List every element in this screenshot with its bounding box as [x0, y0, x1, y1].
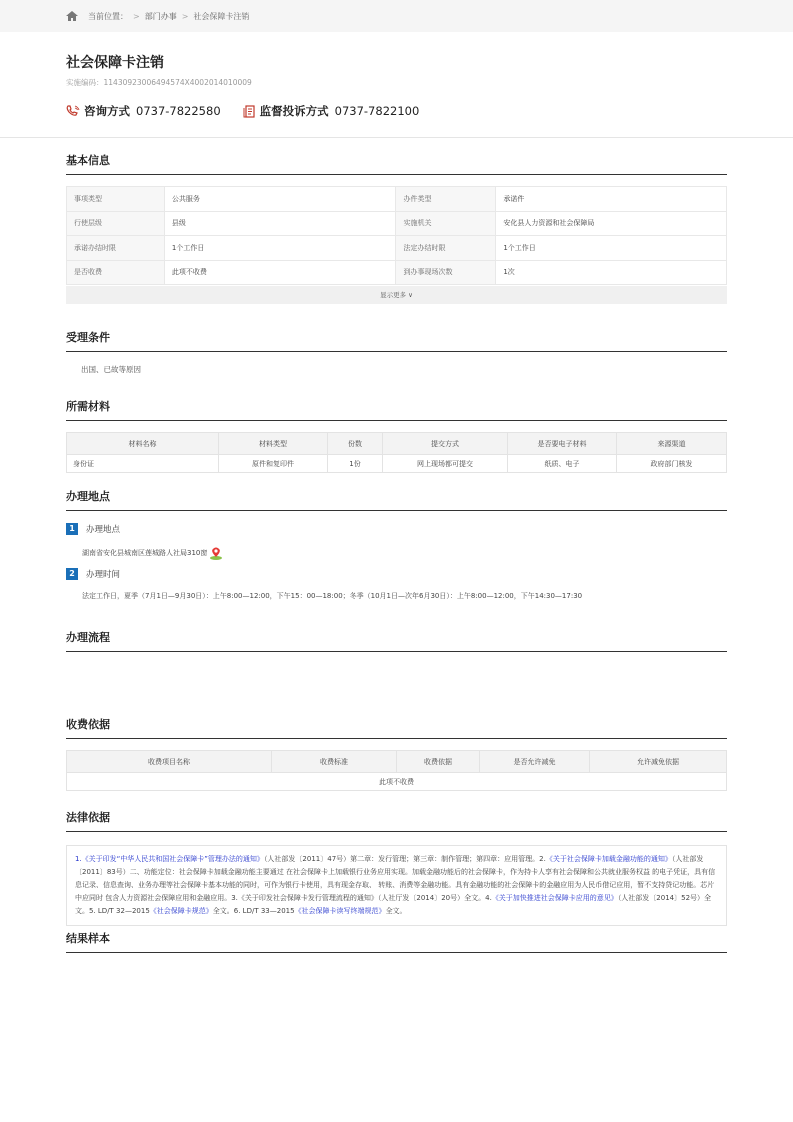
consult-label: 咨询方式 [84, 104, 130, 118]
breadcrumb [0, 0, 793, 32]
breadcrumb-current: 社会保障卡注销 [193, 11, 250, 21]
column-header: 提交方式 [383, 433, 508, 455]
time-subtitle: 办理时间 [86, 570, 121, 580]
law-text: （人社部发〔2014〕52号）全文。5. LD/T 32—2015 [75, 894, 712, 915]
column-header: 允许减免依据 [590, 751, 727, 773]
field-value: 此项不收费 [164, 260, 396, 285]
section-title: 所需材料 [66, 398, 727, 421]
phone-icon [66, 105, 80, 117]
section-title: 法律依据 [66, 809, 727, 832]
table-cell: 1份 [328, 455, 383, 473]
law-text: 全文。6. LD/T 33—2015 [212, 907, 295, 915]
field-value: 1个工作日 [496, 236, 727, 261]
map-pin-icon[interactable] [209, 546, 223, 560]
breadcrumb-separator: > [133, 11, 140, 21]
table-row [67, 260, 727, 285]
table-row [67, 455, 727, 473]
conditions-text: 出国、已故等原因 [81, 365, 141, 374]
table-row [67, 211, 727, 236]
fees-table [66, 750, 727, 791]
office-hours-text: 法定工作日，夏季（7月1日—9月30日）：上午8:00—12:00，下午15：00—18:00；冬季（10月1日—次年6月30日）：上午8:00—12:00，下午14:30—17:30 [82, 592, 583, 600]
law-text: 全文。 [385, 907, 407, 915]
field-value: 1个工作日 [164, 236, 396, 261]
field-value: 1次 [496, 260, 727, 285]
page-title: 社会保障卡注销 [66, 55, 164, 71]
location-subheading [66, 523, 727, 535]
implementation-code: 实施编码：11430923006494574X4002014010009 [66, 78, 252, 87]
step-number: 1 [66, 523, 78, 535]
materials-section [66, 398, 727, 473]
section-title: 办理地点 [66, 488, 727, 511]
table-cell: 政府部门核发 [617, 455, 727, 473]
table-cell: 原件和复印件 [219, 455, 328, 473]
section-title: 基本信息 [66, 152, 727, 175]
column-header: 收费标准 [272, 751, 397, 773]
complaint-phone: 0737-7822100 [334, 104, 420, 118]
law-link[interactable]: 《社会保障卡读写终端规范》 [294, 907, 386, 915]
consult-phone: 0737-7822580 [136, 104, 221, 118]
field-label: 是否收费 [67, 260, 165, 285]
column-header: 来源渠道 [617, 433, 727, 455]
field-label: 法定办结时限 [396, 236, 496, 261]
column-header: 是否要电子材料 [508, 433, 617, 455]
consult-contact [66, 103, 221, 119]
law-text-block [66, 845, 727, 926]
address-text: 湖南省安化县城南区莲城路人社局310窗 [82, 549, 208, 557]
fees-none-text: 此项不收费 [67, 773, 727, 791]
field-label: 到办事现场次数 [396, 260, 496, 285]
breadcrumb-prefix: 当前位置： [88, 11, 128, 21]
table-row [67, 187, 727, 212]
column-header: 收费项目名称 [67, 751, 272, 773]
complaint-label: 监督投诉方式 [259, 104, 329, 118]
time-subheading [66, 568, 727, 580]
field-label: 办件类型 [396, 187, 496, 212]
address-row [66, 546, 727, 560]
law-link[interactable]: 《社会保障卡规范》 [149, 907, 213, 915]
column-header: 材料类型 [219, 433, 328, 455]
location-subtitle: 办理地点 [86, 525, 121, 535]
show-more-button[interactable]: 显示更多 ∨ [66, 286, 727, 304]
page-header [0, 32, 793, 138]
field-label: 承诺办结时限 [67, 236, 165, 261]
table-cell: 身份证 [67, 455, 219, 473]
breadcrumb-link-department[interactable]: 部门办事 [144, 11, 177, 21]
law-link[interactable]: 《关于社会保障卡加载金融功能的通知》 [545, 855, 672, 863]
law-link[interactable]: 《关于加快推进社会保障卡应用的意见》 [491, 894, 618, 902]
materials-table [66, 432, 727, 473]
field-value: 县级 [164, 211, 396, 236]
complaint-icon [243, 105, 256, 118]
column-header: 份数 [328, 433, 383, 455]
column-header: 收费依据 [397, 751, 480, 773]
table-row [67, 236, 727, 261]
law-text: （人社部发〔2011〕83号）二、功能定位：社会保障卡加载金融功能主要通过 在社会保障卡上加载银行业务应用实现。加载金融功能后的社会保障卡，作为持卡人享有社会保障和公共就业服务权益 的电子凭证，具有信息记录、信息查询、业务办理等社会保障卡基本功能的同时，可作为银行卡使用，具有现金存取、 转账、消费等金融功能。具有金融功能的社会保障卡的金融应用为人民币借记应用，暂不支持贷记功能。芯片中应同时 包含人力资源社会保障应用和金融应用。3.《关于印发社会保障卡发行管理流程的通知》（人社厅发〔2014〕20号）全文。4. [75, 855, 716, 902]
location-section [66, 488, 727, 601]
section-title: 结果样本 [66, 930, 727, 953]
complaint-contact [243, 103, 420, 119]
process-section [66, 629, 727, 652]
law-text: （人社部发〔2011〕47号）第二章：发行管理；第三章：制作管理；第四章：应用管理。2. [263, 855, 546, 863]
basic-info-section [66, 152, 727, 304]
table-cell: 网上现场都可提交 [383, 455, 508, 473]
step-number: 2 [66, 568, 78, 580]
column-header: 材料名称 [67, 433, 219, 455]
fees-section [66, 716, 727, 791]
law-link[interactable]: 1.《关于印发“中华人民共和国社会保障卡”管理办法的通知》 [75, 855, 264, 863]
field-value: 承诺件 [496, 187, 727, 212]
breadcrumb-separator: > [181, 11, 189, 21]
section-title: 收费依据 [66, 716, 727, 739]
conditions-section [66, 329, 727, 375]
column-header: 是否允许减免 [480, 751, 590, 773]
field-label: 事项类型 [67, 187, 165, 212]
section-title: 受理条件 [66, 329, 727, 352]
field-value: 公共服务 [164, 187, 396, 212]
field-label: 行使层级 [67, 211, 165, 236]
field-label: 实施机关 [396, 211, 496, 236]
section-title: 办理流程 [66, 629, 727, 652]
result-sample-section [66, 930, 727, 953]
table-cell: 纸质、电子 [508, 455, 617, 473]
basic-info-table [66, 186, 727, 285]
law-section [66, 809, 727, 926]
home-icon[interactable] [66, 11, 78, 21]
field-value: 安化县人力资源和社会保障局 [496, 211, 727, 236]
